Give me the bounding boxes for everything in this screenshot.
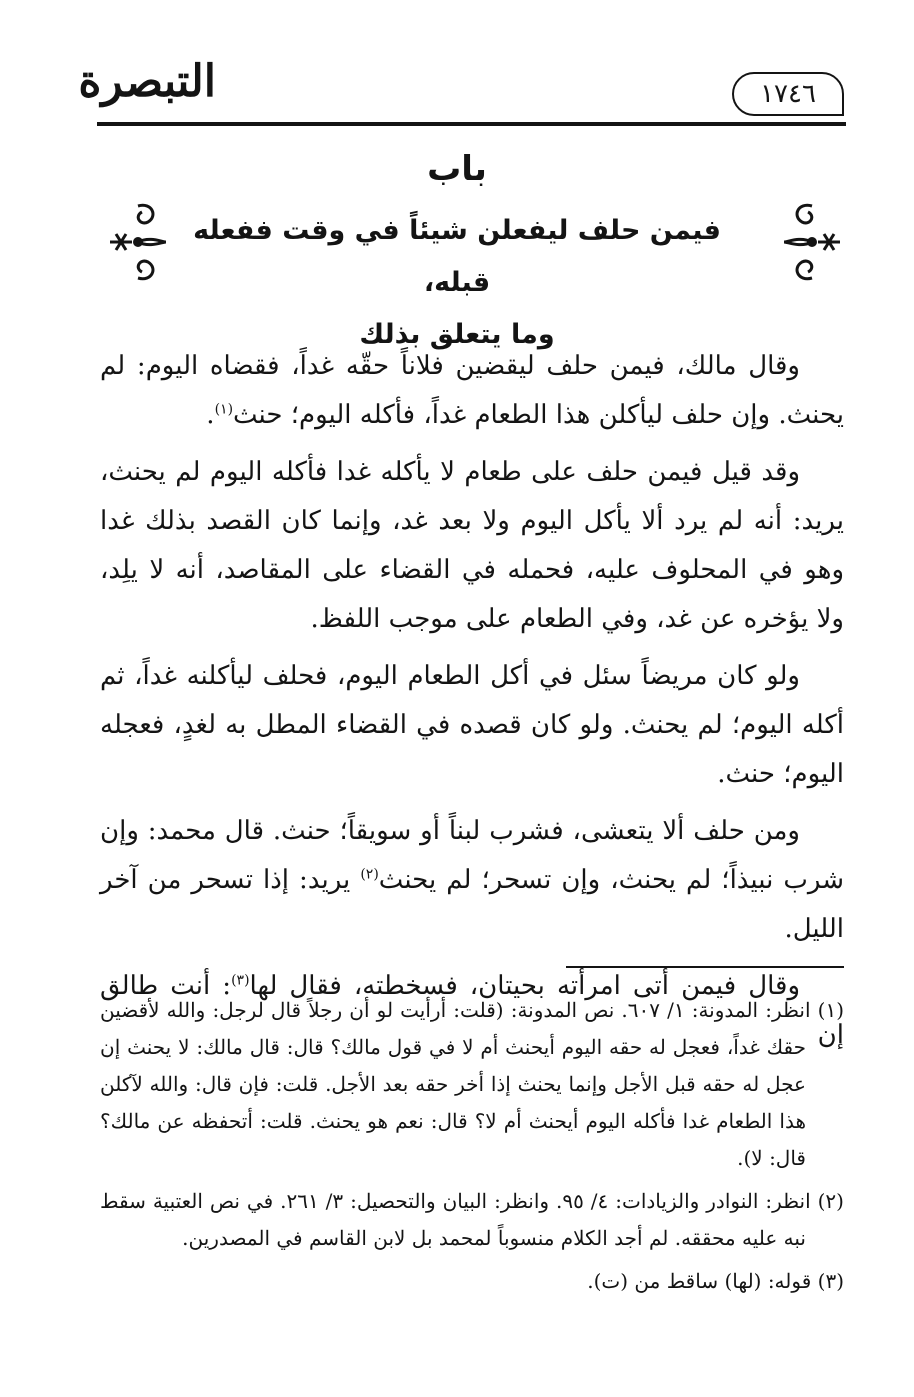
paragraph-5-text: وقال فيمن أتى امرأته بحيتان، فسخطته، فقال لها — [249, 971, 801, 1001]
book-title: التبصرة — [78, 56, 216, 107]
ornament-left-icon — [104, 196, 172, 288]
paragraph-5-end: : أنت طالق إن — [100, 971, 844, 1050]
page-number: ١٧٤٦ — [732, 72, 844, 116]
footnotes — [100, 992, 844, 1306]
paragraph-2: وقد قيل فيمن حلف على طعام لا يأكله غدا فأكله اليوم لم يحنث، يريد: أنه لم يرد ألا يأكل اليوم ولا بعد غد، وإنما كان القصد بذلك غدا وهو في المحلوف عليه، فحمله في القضاء على المقاصد، أنه لا يلِد، ولا يؤخره عن غد، وفي الطعام على موجب اللفظ. — [100, 457, 844, 634]
footnote-3: (٣) قوله: (لها) ساقط من (ت). — [587, 1269, 844, 1293]
chapter-subtitle-line-1: فيمن حلف ليفعلن شيئاً في وقت ففعله قبله، — [193, 215, 721, 298]
footnote-1: (١) انظر: المدونة: ١/ ٦٠٧. نص المدونة: (قلت: أرأيت لو أن رجلاً قال لرجل: والله لأقضين حقك غداً، فعجل له حقه اليوم أيحنث أم لا في قول مالك؟ قال: قال مالك: لا يحنث إن عجل له حقه قبل الأجل وإنما يحنث إذا أخر حقه بعد الأجل. قلت: فإن قال: والله لآكلن هذا الطعام غدا فأكله اليوم أيحنث أم لا؟ قال: نعم هو يحنث. قلت: أتحفظه عن مالك؟ قال: لا). — [100, 998, 844, 1170]
chapter-subtitle-line-2: وما يتعلق بذلك — [359, 319, 555, 350]
body-text — [100, 342, 844, 1068]
paragraph-1-text: وقال مالك، فيمن حلف ليقضين فلاناً حقّه غداً، فقضاه اليوم: لم يحنث. وإن حلف ليأكلن هذا الطعام غداً، فأكله اليوم؛ حنث — [100, 351, 844, 430]
footnote-ref-2: (٢) — [360, 866, 379, 883]
footnote-rule — [566, 966, 844, 968]
chapter-heading: باب — [427, 149, 487, 189]
ornament-right-icon — [778, 196, 846, 288]
header-rule — [97, 122, 846, 126]
paragraph-1-end: . — [206, 400, 215, 430]
paragraph-4-end: يريد: إذا تسحر من آخر الليل. — [100, 865, 844, 944]
footnote-2: (٢) انظر: النوادر والزيادات: ٤/ ٩٥. وانظر: البيان والتحصيل: ٣/ ٢٦١. في نص العتبية سقط نبه عليه محققه. لم أجد الكلام منسوباً لمحمد بل لابن القاسم في المصدرين. — [100, 1189, 844, 1250]
footnote-ref-3: (٣) — [231, 972, 250, 989]
footnote-ref-1: (١) — [214, 401, 234, 418]
paragraph-3: ولو كان مريضاً سئل في أكل الطعام اليوم، فحلف ليأكلنه غداً، ثم أكله اليوم؛ لم يحنث. ولو كان قصده في القضاء المطل به لغدٍ، فعجله اليوم؛ حنث. — [100, 661, 844, 789]
paragraph-4 — [100, 807, 844, 954]
chapter-subtitle — [170, 205, 744, 361]
paragraph-4-text: ومن حلف ألا يتعشى، فشرب لبناً أو سويقاً؛ حنث. قال محمد: وإن شرب نبيذاً؛ لم يحنث، وإن تسحر؛ لم يحنث — [100, 816, 845, 895]
paragraph-1 — [100, 342, 844, 440]
